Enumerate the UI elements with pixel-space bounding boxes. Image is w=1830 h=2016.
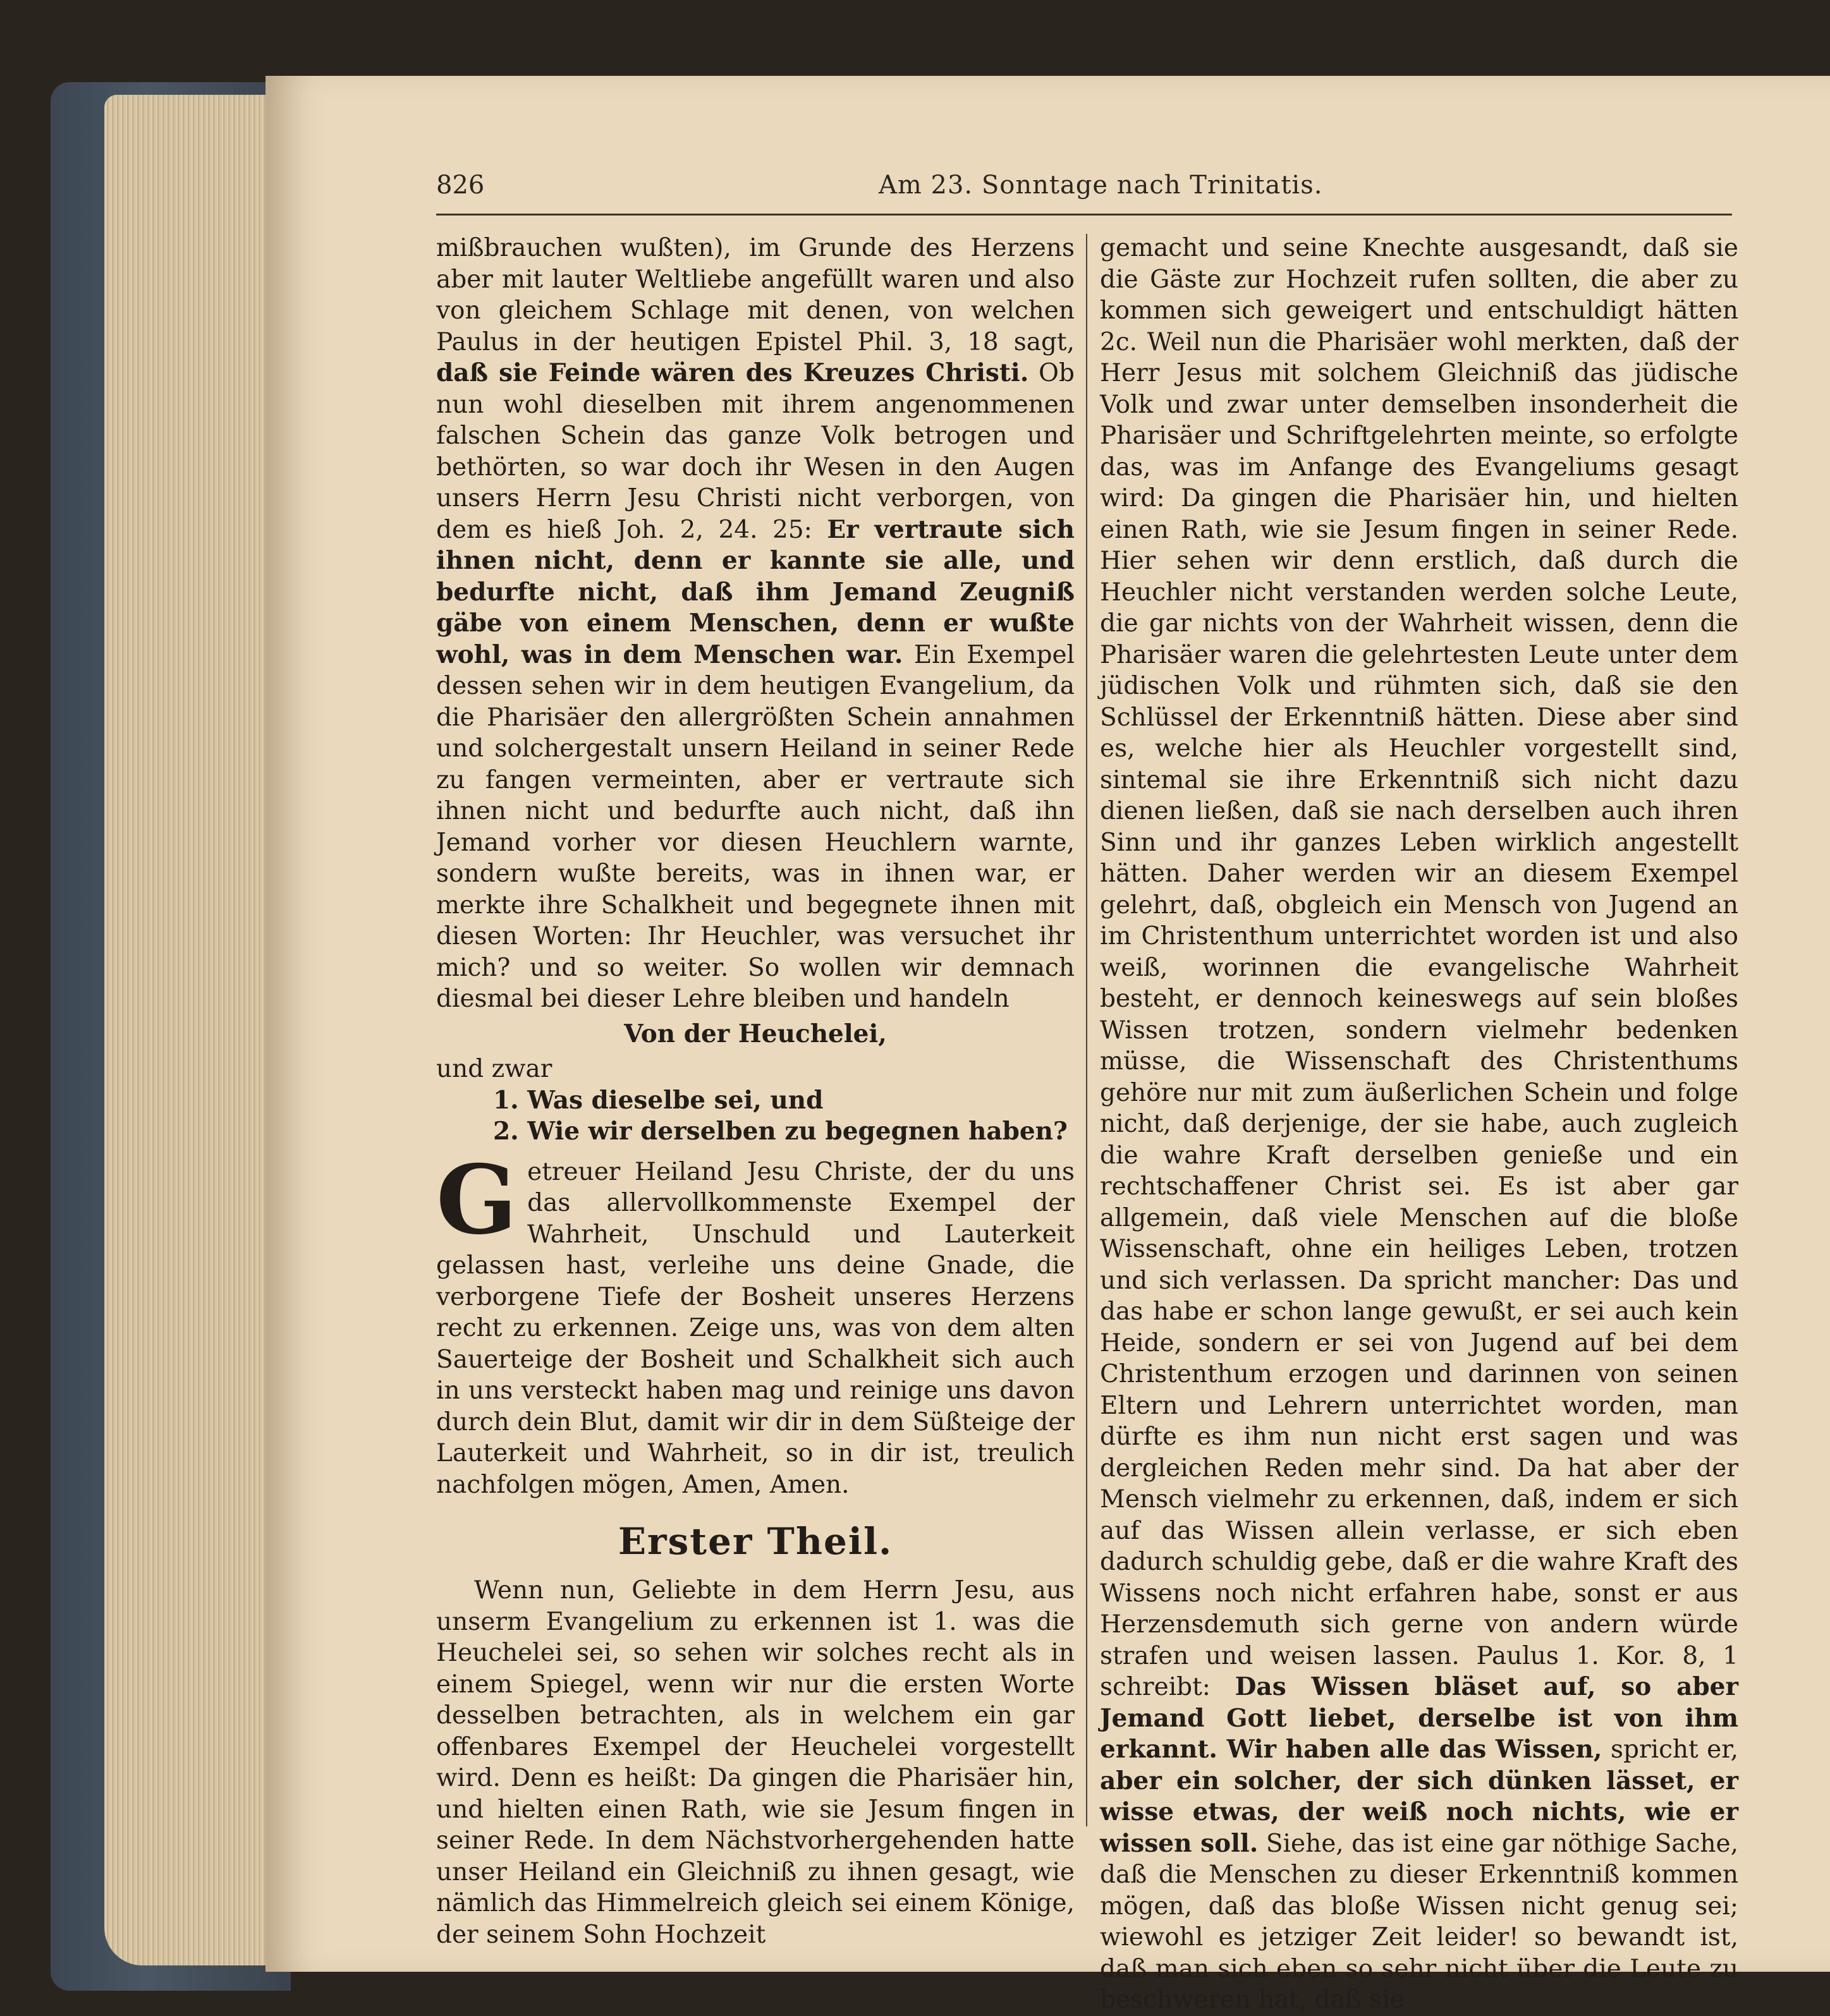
intro-paragraph	[436, 233, 1075, 1015]
right-text-a: gemacht und seine Knechte ausgesandt, daß sie die Gäste zur Hochzeit rufen sollten, die aber zu kommen sich geweigert und entschuldigt hätten 2c. Weil nun die Pharisäer wohl merkten, daß der Herr Jesus mit solchem Gleichniß das jüdische Volk und zwar unter demselben insonderheit die Pharisäer und Schriftgelehrten meinte, so erfolgte das, was im Anfange des Evangeliums gesagt wird: Da gingen die Pharisäer hin, und hielten einen Rath, wie sie Jesum fingen in seiner Rede. Hier sehen wir denn erstlich, daß durch die Heuchler nicht verstanden werden solche Leute, die gar nichts von der Wahrheit wissen, denn die Pharisäer waren die gelehrtesten Leute unter dem jüdischen Volk und rühmten sich, daß sie den Schlüssel der Erkenntniß hätten. Diese aber sind es, welche hier als Heuchler vorgestellt sind, sintemal sie ihre Erkenntniß sich nicht dazu dienen ließen, daß sie nach derselben auch ihren Sinn und ihr ganzes Leben wirklich angestellt hätten. Daher werden wir an diesem Exempel gelehrt, daß, obgleich ein Mensch von Jugend an im Christenthum unterrichtet worden ist und also weiß, worinnen die evangelische Wahrheit besteht, er dennoch keineswegs auf sein bloßes Wissen trotzen, sondern vielmehr bedenken müsse, die Wissenschaft des Christenthums gehöre nur mit zum äußerlichen Schein und folge nicht, daß derjenige, der sie habe, auch zugleich die wahre Kraft derselben genieße und ein rechtschaffener Christ sei. Es ist aber gar allgemein, daß viele Menschen auf die bloße Wissenschaft, ohne ein heiliges Leben, trotzen und sich verlassen. Da spricht mancher: Das und das habe er schon lange gewußt, er sei auch kein Heide, sondern er sei von Jugend auf bei dem Christenthum erzogen und darinnen von seinen Eltern und Lehrern unterrichtet worden, man dürfte es ihm nun nicht erst sagen und was dergleichen Reden mehr sind. Da hat aber der Mensch vielmehr zu erkennen, daß, indem er sich auf das Wissen allein verlasse, er sich eben dadurch schuldig gebe, daß er die wahre Kraft des Wissens noch nicht erfahren habe, sonst er aus Herzensdemuth sich gerne von andern würde strafen und weisen lassen. Paulus 1. Kor. 8, 1 schreibt:	[1100, 234, 1738, 1701]
intro-quote-b: Er vertraute sich ihnen nicht, denn er kannte sie alle, und bedurfte nicht, daß ihm Jemand Zeugniß gäbe von einem Menschen, denn er wußte wohl, was in dem Menschen war.	[436, 514, 1075, 669]
right-column	[1100, 233, 1738, 2016]
sermon-theme: Von der Heuchelei,	[624, 1019, 887, 1048]
intro-quote-a: daß sie Feinde wären des Kreuzes Christi.	[436, 358, 1029, 387]
section-paragraph: Wenn nun, Geliebte in dem Herrn Jesu, aus unserm Evangelium zu erkennen ist 1. was die Heuchelei sei, so sehen wir solches recht als in einem Spiegel, wenn wir nur die ersten Worte desselben betrachten, als in welchem ein gar offenbares Exempel der Heuchelei vorgestellt wird. Denn es heißt: Da gingen die Pharisäer hin, und hielten einen Rath, wie sie Jesum fingen in seiner Rede. In dem Nächstvorhergehenden hatte unser Heiland ein Gleichniß zu ihnen gesagt, wie nämlich das Himmelreich gleich sei einem Könige, der seinem Sohn Hochzeit	[436, 1576, 1075, 1949]
right-quote-b: aber ein solcher, der sich dünken lässet, er wisse etwas, der weiß noch nichts, wie er wissen soll.	[1100, 1766, 1738, 1858]
right-text-c: Siehe, das ist eine gar nöthige Sache, daß die Menschen zu dieser Erkenntniß kommen mögen, daß das bloße Wissen nicht genug sei; wiewohl es jetziger Zeit leider! so bewandt ist, daß man sich eben so sehr nicht über die Leute zu beschweren hat, daß sie	[1100, 1829, 1738, 2014]
left-column	[436, 233, 1075, 1950]
section-heading: Erster Theil.	[618, 1520, 893, 1563]
column-divider	[1086, 234, 1087, 1826]
intro-text-a: mißbrauchen wußten), im Grunde des Herzens aber mit lauter Weltliebe angefüllt waren und also von gleichem Schlage mit denen, von welchen Paulus in der heutigen Epistel Phil. 3, 18 sagt,	[436, 234, 1075, 356]
intro-text-b: Ob nun wohl dieselben mit ihrem angenommenen falschen Schein das ganze Volk betrogen und bethörten, so war doch ihr Wesen in den Augen unsers Herrn Jesu Christi nicht verborgen, von dem es hieß Joh. 2, 24. 25:	[436, 359, 1075, 544]
right-text-b: spricht er,	[1602, 1735, 1739, 1764]
right-quote-a: Das Wissen bläset auf, so aber Jemand Gott liebet, derselbe ist von ihm erkannt. Wir haben alle das Wissen,	[1100, 1672, 1738, 1764]
running-title: Am 23. Sonntage nach Trinitatis.	[879, 171, 1323, 200]
prayer-text: etreuer Heiland Jesu Christe, der du uns das allervollkommenste Exempel der Wahrheit, Unschuld und Lauterkeit gelassen hast, verleihe uns deine Gnade, die verborgene Tiefe der Bosheit unseres Herzens recht zu erkennen. Zeige uns, was von dem alten Sauerteige der Bosheit und Schalkheit sich auch in uns versteckt haben mag und reinige uns davon durch dein Blut, damit wir dir in dem Süßteige der Lauterkeit und Wahrheit, so in dir ist, treulich nachfolgen mögen, Amen, Amen.	[436, 1157, 1075, 1499]
header-rule	[436, 214, 1732, 216]
point-2: 2. Wie wir derselben zu begegnen haben?	[493, 1117, 1068, 1146]
right-paragraph	[1100, 233, 1738, 2016]
running-head	[436, 171, 1726, 209]
drop-cap: G	[436, 1144, 518, 1256]
point-1: 1. Was dieselbe sei, und	[493, 1085, 824, 1115]
theme-lead: und zwar	[436, 1055, 552, 1083]
page-number: 826	[436, 171, 485, 200]
intro-text-c: Ein Exempel dessen sehen wir in dem heutigen Evangelium, da die Pharisäer den allergrößten Schein annahmen und solchergestalt unsern Heiland in seiner Rede zu fangen vermeinten, aber er vertraute sich ihnen nicht und bedurfte auch nicht, daß ihn Jemand vorher vor diesen Heuchlern warnte, sondern wußte bereits, was in ihnen war, er merkte ihre Schalkheit und begegnete ihnen mit diesen Worten: Ihr Heuchler, was versuchet ihr mich? und so weiter. So wollen wir demnach diesmal bei dieser Lehre bleiben und handeln	[436, 640, 1075, 1013]
prayer	[436, 1144, 1075, 1501]
